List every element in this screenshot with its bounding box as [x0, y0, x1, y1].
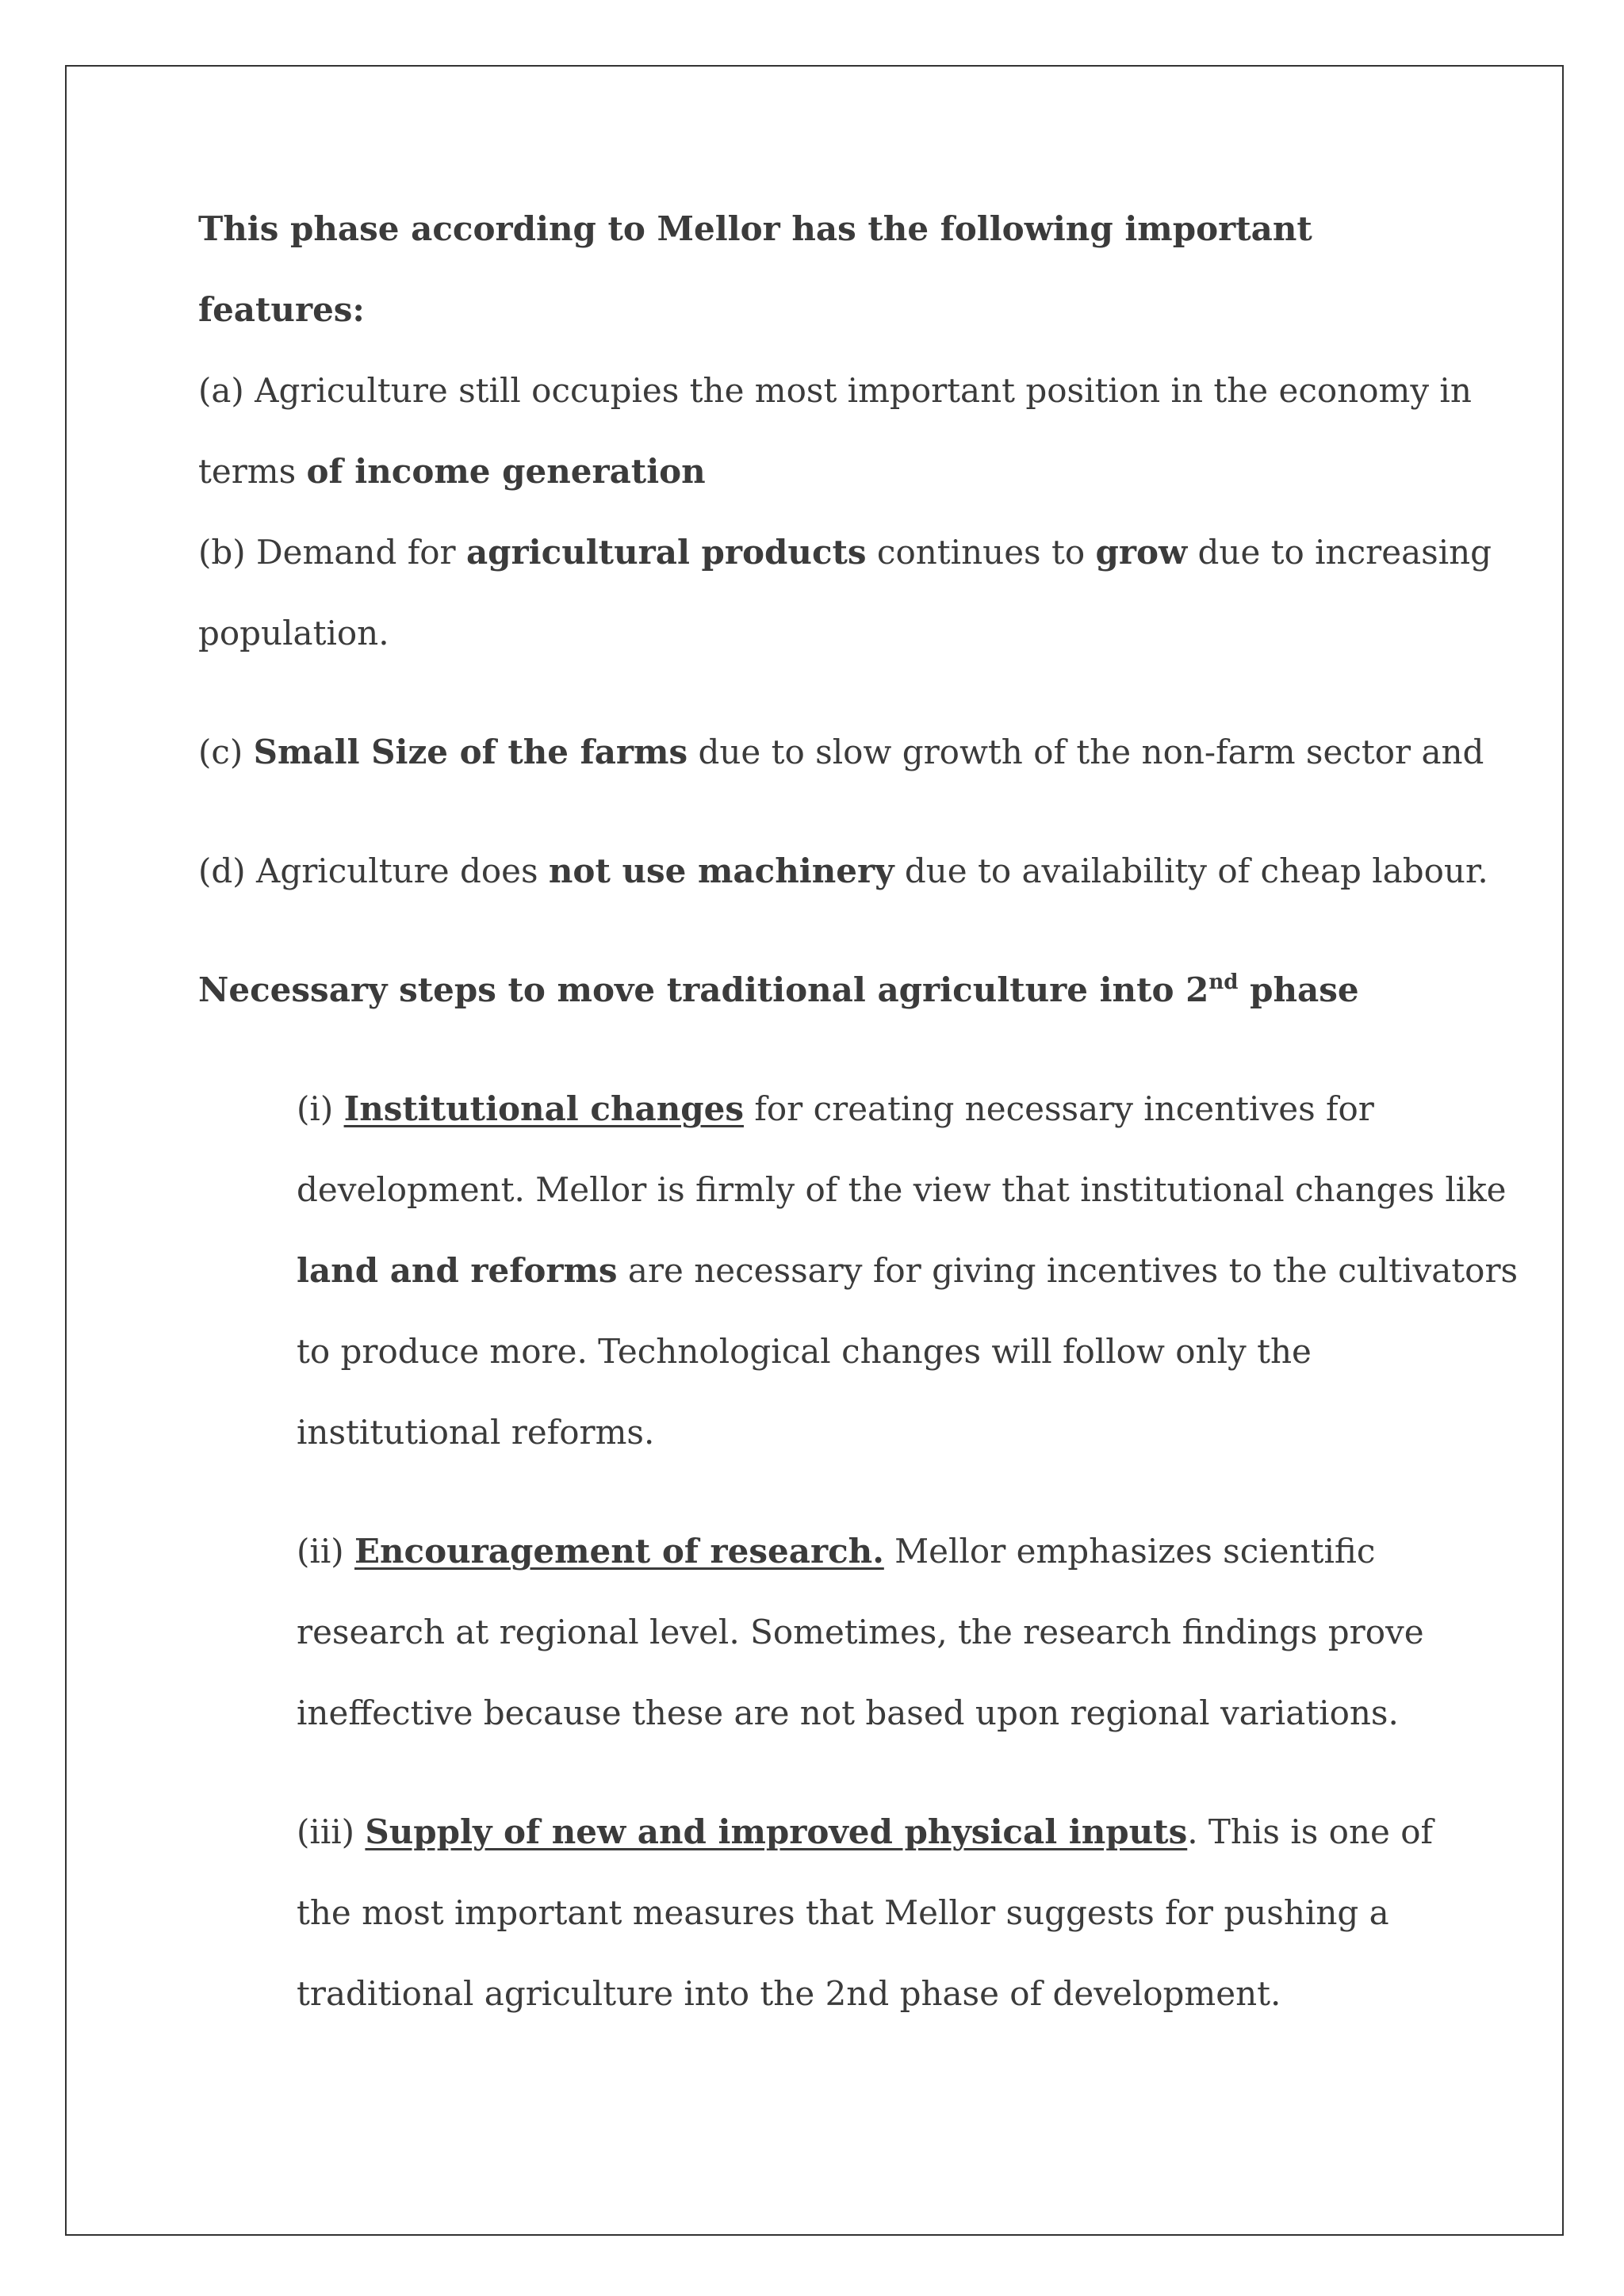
step-iii-title: Supply of new and improved physical inputs [365, 1812, 1188, 1851]
feature-c [198, 712, 1499, 793]
step-ii-title: Encouragement of research. [354, 1532, 884, 1571]
step-ii-text: Mellor emphasizes scientific [883, 1532, 1376, 1571]
step-iii-text: . This is one of [1187, 1812, 1434, 1851]
step-i [198, 1069, 1519, 1473]
step-i-line-4: to produce more. Technological changes will follow only the [297, 1332, 1312, 1371]
step-ii-line-1 [297, 1511, 1499, 1592]
intro-heading-line-2: features: [198, 290, 365, 329]
step-iii-line-1 [297, 1792, 1499, 1873]
step-iii-line-2: the most important measures that Mellor suggests for pushing a [297, 1893, 1389, 1932]
steps-heading [198, 950, 1499, 1031]
steps-heading-suffix: phase [1238, 970, 1359, 1009]
step-i-title: Institutional changes [343, 1089, 744, 1128]
intro-heading-line-1: This phase according to Mellor has the following important [198, 209, 1312, 248]
step-ii-line-3: ineffective because these are not based upon regional variations. [297, 1693, 1399, 1732]
feature-a-line-2 [198, 431, 1499, 512]
feature-b-emphasis-1: agricultural products [465, 533, 867, 572]
feature-c-text-2: due to slow growth of the non-farm sector and [688, 733, 1484, 771]
feature-a-emphasis: of income generation [306, 452, 706, 491]
step-iii [198, 1792, 1499, 2034]
step-i-text: for creating necessary incentives for [743, 1089, 1374, 1128]
feature-d-text-2: due to availability of cheap labour. [894, 851, 1488, 890]
feature-b-emphasis-2: grow [1095, 533, 1188, 572]
step-ii-line-2: research at regional level. Sometimes, the research findings prove [297, 1613, 1424, 1651]
feature-b-line-2: population. [198, 614, 389, 652]
feature-b-text-2: continues to [866, 533, 1096, 572]
feature-d [198, 831, 1499, 912]
step-ii [198, 1511, 1499, 1754]
step-i-emphasis: land and reforms [297, 1251, 618, 1290]
feature-b-text-3: due to increasing [1187, 533, 1492, 572]
feature-c-text-1: (c) [198, 733, 254, 771]
step-i-line-2: development. Mellor is firmly of the view that institutional changes like [297, 1170, 1507, 1209]
feature-a-line-1: (a) Agriculture still occupies the most important position in the economy in [198, 371, 1472, 410]
feature-b-text-1: (b) Demand for [198, 533, 466, 572]
steps-heading-superscript: nd [1208, 970, 1239, 994]
steps-heading-text: Necessary steps to move traditional agriculture into 2 [198, 970, 1209, 1009]
step-i-line-3 [297, 1230, 1519, 1311]
feature-d-text-1: (d) Agriculture does [198, 851, 549, 890]
feature-a-text: terms [198, 452, 307, 491]
step-i-text-3: are necessary for giving incentives to the cultivators [617, 1251, 1519, 1290]
document-body [198, 189, 1519, 2034]
step-i-number: (i) [297, 1089, 344, 1128]
step-iii-line-3: traditional agriculture into the 2nd phase of development. [297, 1974, 1281, 2013]
step-ii-number: (ii) [297, 1532, 354, 1571]
feature-d-emphasis: not use machinery [548, 851, 894, 890]
step-i-line-1 [297, 1069, 1499, 1150]
feature-b-line-1 [198, 512, 1499, 593]
step-i-line-5: institutional reforms. [297, 1413, 655, 1452]
feature-c-emphasis: Small Size of the farms [253, 733, 688, 771]
step-iii-number: (iii) [297, 1812, 366, 1851]
